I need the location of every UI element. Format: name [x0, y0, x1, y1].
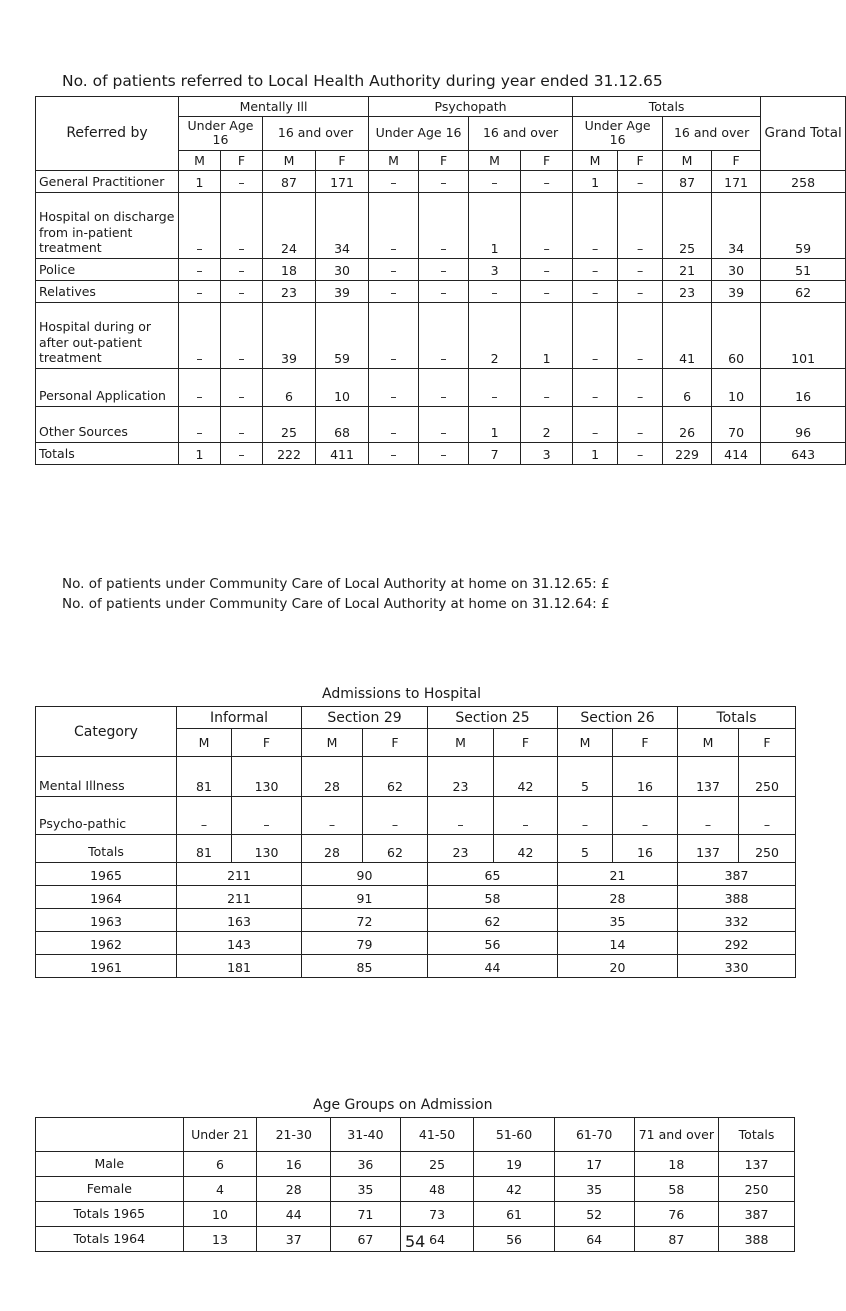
value-cell: 87	[634, 1227, 718, 1252]
age-groups-caption: Age Groups on Admission	[313, 1097, 493, 1113]
value-cell: –	[521, 368, 573, 406]
grand-total-cell: 96	[761, 406, 846, 442]
age-row-label: Female	[36, 1177, 184, 1202]
col-m: M	[177, 729, 232, 757]
age-group-header: 41-50	[400, 1118, 474, 1152]
year-value-cell: 79	[302, 932, 428, 955]
referrals-table	[35, 96, 846, 465]
value-cell: 81	[177, 757, 232, 797]
value-cell: –	[369, 442, 419, 464]
year-value-cell: 143	[177, 932, 302, 955]
value-cell: 68	[316, 406, 369, 442]
value-cell: –	[177, 797, 232, 835]
value-cell: 64	[554, 1227, 634, 1252]
grand-total-cell: 16	[761, 368, 846, 406]
grand-total-cell: 62	[761, 280, 846, 302]
year-value-cell: 58	[428, 886, 558, 909]
section26-header: Section 26	[558, 707, 678, 729]
year-value-cell: 332	[678, 909, 796, 932]
adm-totals-header: Totals	[678, 707, 796, 729]
admissions-caption: Admissions to Hospital	[322, 686, 482, 702]
year-row	[36, 886, 796, 909]
value-cell: 171	[712, 170, 761, 192]
value-cell: –	[221, 258, 263, 280]
value-cell: 28	[302, 835, 363, 863]
age-group-header: 21-30	[257, 1118, 331, 1152]
age-corner-header	[36, 1118, 184, 1152]
value-cell: –	[369, 406, 419, 442]
referrals-body	[36, 170, 846, 464]
value-cell: 39	[712, 280, 761, 302]
value-cell: –	[419, 192, 469, 258]
year-value-cell: 62	[428, 909, 558, 932]
year-value-cell: 21	[558, 863, 678, 886]
year-value-cell: 163	[177, 909, 302, 932]
year-value-cell: 330	[678, 955, 796, 978]
value-cell: 41	[663, 302, 712, 368]
value-cell: –	[369, 280, 419, 302]
year-value-cell: 388	[678, 886, 796, 909]
value-cell: 23	[428, 835, 494, 863]
value-cell: 1	[573, 170, 618, 192]
year-value-cell: 20	[558, 955, 678, 978]
value-cell: 52	[554, 1202, 634, 1227]
year-value-cell: 387	[678, 863, 796, 886]
mentally-ill-header: Mentally Ill	[179, 97, 369, 117]
year-row	[36, 955, 796, 978]
age-row	[36, 1202, 795, 1227]
value-cell: –	[521, 170, 573, 192]
value-cell: 1	[573, 442, 618, 464]
value-cell: 171	[316, 170, 369, 192]
col-f: F	[613, 729, 678, 757]
year-value-cell: 44	[428, 955, 558, 978]
value-cell: 67	[331, 1227, 401, 1252]
value-cell: –	[573, 368, 618, 406]
value-cell: –	[521, 258, 573, 280]
value-cell: 16	[613, 757, 678, 797]
value-cell: 42	[494, 835, 558, 863]
community-care-note-1964: No. of patients under Community Care of Local Authority at home on 31.12.64: £	[62, 596, 610, 612]
col-m: M	[663, 150, 712, 170]
value-cell: 28	[302, 757, 363, 797]
value-cell: 137	[678, 835, 739, 863]
value-cell: 10	[183, 1202, 257, 1227]
value-cell: 21	[663, 258, 712, 280]
value-cell: 7	[469, 442, 521, 464]
value-cell: –	[232, 797, 302, 835]
value-cell: 23	[263, 280, 316, 302]
grand-total-header: Grand Total	[761, 97, 846, 171]
value-cell: –	[469, 170, 521, 192]
referral-row	[36, 406, 846, 442]
value-cell: 60	[712, 302, 761, 368]
value-cell: 1	[521, 302, 573, 368]
value-cell: 62	[363, 757, 428, 797]
value-cell: –	[521, 280, 573, 302]
value-cell: 17	[554, 1152, 634, 1177]
value-cell: 5	[558, 835, 613, 863]
year-value-cell: 56	[428, 932, 558, 955]
value-cell: 34	[316, 192, 369, 258]
col-f: F	[419, 150, 469, 170]
col-f: F	[221, 150, 263, 170]
age-group-header: 31-40	[331, 1118, 401, 1152]
referral-source-label: Personal Application	[36, 368, 179, 406]
value-cell: 35	[554, 1177, 634, 1202]
value-cell: –	[302, 797, 363, 835]
col-m: M	[179, 150, 221, 170]
category-label: Totals	[36, 835, 177, 863]
value-cell: 5	[558, 757, 613, 797]
value-cell: –	[419, 302, 469, 368]
col-f: F	[494, 729, 558, 757]
age-group-header: Totals	[719, 1118, 795, 1152]
value-cell: 25	[663, 192, 712, 258]
value-cell: –	[179, 302, 221, 368]
value-cell: 1	[469, 406, 521, 442]
col-m: M	[678, 729, 739, 757]
value-cell: 222	[263, 442, 316, 464]
value-cell: 25	[400, 1152, 474, 1177]
mi-over16-header: 16 and over	[263, 117, 369, 151]
value-cell: 59	[316, 302, 369, 368]
value-cell: –	[179, 258, 221, 280]
referral-source-label: General Practitioner	[36, 170, 179, 192]
value-cell: 6	[663, 368, 712, 406]
age-header-row	[36, 1118, 795, 1152]
value-cell: –	[221, 280, 263, 302]
category-header: Category	[36, 707, 177, 757]
grand-total-cell: 258	[761, 170, 846, 192]
value-cell: 70	[712, 406, 761, 442]
value-cell: 81	[177, 835, 232, 863]
value-cell: –	[494, 797, 558, 835]
value-cell: 26	[663, 406, 712, 442]
value-cell: 61	[474, 1202, 554, 1227]
tot-over16-header: 16 and over	[663, 117, 761, 151]
value-cell: 37	[257, 1227, 331, 1252]
value-cell: 23	[428, 757, 494, 797]
value-cell: 414	[712, 442, 761, 464]
age-row-label: Totals 1965	[36, 1202, 184, 1227]
value-cell: 62	[363, 835, 428, 863]
value-cell: 16	[613, 835, 678, 863]
value-cell: –	[573, 280, 618, 302]
age-group-header: 61-70	[554, 1118, 634, 1152]
referral-source-label: Hospital on discharge from in-patient treatment	[36, 192, 179, 258]
page-number: 54	[405, 1232, 426, 1251]
referral-row	[36, 258, 846, 280]
tot-under16-header: Under Age 16	[573, 117, 663, 151]
value-cell: –	[573, 302, 618, 368]
value-cell: 2	[521, 406, 573, 442]
value-cell: –	[419, 406, 469, 442]
grand-total-cell: 51	[761, 258, 846, 280]
year-value-cell: 90	[302, 863, 428, 886]
value-cell: –	[419, 170, 469, 192]
value-cell: 34	[712, 192, 761, 258]
value-cell: –	[618, 170, 663, 192]
year-value-cell: 292	[678, 932, 796, 955]
col-m: M	[263, 150, 316, 170]
value-cell: 137	[719, 1152, 795, 1177]
value-cell: 250	[739, 757, 796, 797]
value-cell: 16	[257, 1152, 331, 1177]
referral-source-label: Other Sources	[36, 406, 179, 442]
col-m: M	[369, 150, 419, 170]
admission-row	[36, 757, 796, 797]
value-cell: –	[678, 797, 739, 835]
col-m: M	[469, 150, 521, 170]
value-cell: 2	[469, 302, 521, 368]
value-cell: –	[221, 442, 263, 464]
informal-header: Informal	[177, 707, 302, 729]
section25-header: Section 25	[428, 707, 558, 729]
value-cell: 1	[469, 192, 521, 258]
community-care-note-1965: No. of patients under Community Care of Local Authority at home on 31.12.65: £	[62, 576, 610, 592]
value-cell: –	[469, 368, 521, 406]
col-m: M	[302, 729, 363, 757]
value-cell: –	[419, 368, 469, 406]
value-cell: 25	[263, 406, 316, 442]
value-cell: –	[221, 368, 263, 406]
value-cell: 18	[634, 1152, 718, 1177]
value-cell: 44	[257, 1202, 331, 1227]
referral-row	[36, 170, 846, 192]
year-value-cell: 35	[558, 909, 678, 932]
value-cell: 387	[719, 1202, 795, 1227]
year-label: 1961	[36, 955, 177, 978]
referral-source-label: Police	[36, 258, 179, 280]
value-cell: –	[221, 192, 263, 258]
category-label: Psycho-pathic	[36, 797, 177, 835]
referral-row	[36, 280, 846, 302]
admissions-table	[35, 706, 796, 978]
value-cell: –	[469, 280, 521, 302]
year-row	[36, 863, 796, 886]
year-value-cell: 85	[302, 955, 428, 978]
value-cell: –	[558, 797, 613, 835]
value-cell: 13	[183, 1227, 257, 1252]
year-value-cell: 14	[558, 932, 678, 955]
value-cell: 73	[400, 1202, 474, 1227]
col-m: M	[558, 729, 613, 757]
year-row	[36, 909, 796, 932]
col-f: F	[232, 729, 302, 757]
value-cell: 3	[469, 258, 521, 280]
value-cell: –	[419, 258, 469, 280]
value-cell: 28	[257, 1177, 331, 1202]
value-cell: –	[369, 258, 419, 280]
value-cell: –	[369, 302, 419, 368]
age-row-label: Male	[36, 1152, 184, 1177]
psychopath-header: Psychopath	[369, 97, 573, 117]
value-cell: –	[369, 170, 419, 192]
value-cell: –	[419, 442, 469, 464]
value-cell: –	[618, 302, 663, 368]
col-f: F	[521, 150, 573, 170]
year-value-cell: 65	[428, 863, 558, 886]
value-cell: –	[521, 192, 573, 258]
value-cell: 30	[712, 258, 761, 280]
value-cell: 250	[739, 835, 796, 863]
value-cell: –	[221, 302, 263, 368]
value-cell: 18	[263, 258, 316, 280]
value-cell: 87	[663, 170, 712, 192]
ps-under16-header: Under Age 16	[369, 117, 469, 151]
year-label: 1962	[36, 932, 177, 955]
value-cell: 23	[663, 280, 712, 302]
adm-header-row-1	[36, 707, 796, 729]
value-cell: 36	[331, 1152, 401, 1177]
value-cell: 58	[634, 1177, 718, 1202]
year-value-cell: 28	[558, 886, 678, 909]
age-row	[36, 1152, 795, 1177]
age-row	[36, 1177, 795, 1202]
value-cell: 35	[331, 1177, 401, 1202]
value-cell: –	[618, 258, 663, 280]
value-cell: –	[363, 797, 428, 835]
value-cell: –	[618, 368, 663, 406]
value-cell: 250	[719, 1177, 795, 1202]
value-cell: –	[573, 406, 618, 442]
value-cell: –	[618, 442, 663, 464]
value-cell: 130	[232, 835, 302, 863]
value-cell: 1	[179, 442, 221, 464]
referral-row	[36, 192, 846, 258]
value-cell: 3	[521, 442, 573, 464]
value-cell: 388	[719, 1227, 795, 1252]
value-cell: –	[179, 368, 221, 406]
value-cell: 229	[663, 442, 712, 464]
referred-by-header: Referred by	[36, 97, 179, 171]
value-cell: 64	[400, 1227, 474, 1252]
value-cell: –	[419, 280, 469, 302]
referral-row	[36, 302, 846, 368]
value-cell: –	[221, 406, 263, 442]
value-cell: 30	[316, 258, 369, 280]
header-row-1	[36, 97, 846, 117]
value-cell: 10	[712, 368, 761, 406]
year-value-cell: 181	[177, 955, 302, 978]
year-label: 1965	[36, 863, 177, 886]
grand-total-cell: 101	[761, 302, 846, 368]
col-f: F	[363, 729, 428, 757]
referral-source-label: Relatives	[36, 280, 179, 302]
col-f: F	[618, 150, 663, 170]
value-cell: 130	[232, 757, 302, 797]
mi-under16-header: Under Age 16	[179, 117, 263, 151]
age-group-header: 51-60	[474, 1118, 554, 1152]
referral-row	[36, 442, 846, 464]
value-cell: –	[221, 170, 263, 192]
referral-source-label: Hospital during or after out-patient treatment	[36, 302, 179, 368]
value-cell: –	[428, 797, 494, 835]
col-f: F	[739, 729, 796, 757]
admissions-body	[36, 757, 796, 978]
value-cell: 137	[678, 757, 739, 797]
grand-total-cell: 643	[761, 442, 846, 464]
grand-total-cell: 59	[761, 192, 846, 258]
value-cell: 42	[474, 1177, 554, 1202]
totals-header: Totals	[573, 97, 761, 117]
value-cell: –	[179, 280, 221, 302]
referral-source-label: Totals	[36, 442, 179, 464]
ps-over16-header: 16 and over	[469, 117, 573, 151]
value-cell: 6	[263, 368, 316, 406]
col-m: M	[573, 150, 618, 170]
year-row	[36, 932, 796, 955]
value-cell: 71	[331, 1202, 401, 1227]
col-f: F	[316, 150, 369, 170]
value-cell: 1	[179, 170, 221, 192]
value-cell: –	[573, 258, 618, 280]
age-group-header: Under 21	[183, 1118, 257, 1152]
value-cell: 56	[474, 1227, 554, 1252]
admission-row	[36, 797, 796, 835]
year-label: 1964	[36, 886, 177, 909]
year-value-cell: 72	[302, 909, 428, 932]
value-cell: 24	[263, 192, 316, 258]
value-cell: –	[613, 797, 678, 835]
value-cell: –	[179, 192, 221, 258]
category-label: Mental Illness	[36, 757, 177, 797]
value-cell: –	[573, 192, 618, 258]
value-cell: –	[369, 192, 419, 258]
year-label: 1963	[36, 909, 177, 932]
year-value-cell: 211	[177, 886, 302, 909]
value-cell: 10	[316, 368, 369, 406]
value-cell: –	[369, 368, 419, 406]
col-m: M	[428, 729, 494, 757]
value-cell: 4	[183, 1177, 257, 1202]
value-cell: 87	[263, 170, 316, 192]
value-cell: 6	[183, 1152, 257, 1177]
value-cell: 411	[316, 442, 369, 464]
value-cell: 76	[634, 1202, 718, 1227]
value-cell: 48	[400, 1177, 474, 1202]
section29-header: Section 29	[302, 707, 428, 729]
age-group-header: 71 and over	[634, 1118, 718, 1152]
year-value-cell: 91	[302, 886, 428, 909]
referral-row	[36, 368, 846, 406]
value-cell: 39	[316, 280, 369, 302]
value-cell: –	[618, 192, 663, 258]
value-cell: –	[739, 797, 796, 835]
admission-row	[36, 835, 796, 863]
value-cell: –	[618, 280, 663, 302]
year-value-cell: 211	[177, 863, 302, 886]
value-cell: 42	[494, 757, 558, 797]
value-cell: 19	[474, 1152, 554, 1177]
value-cell: –	[618, 406, 663, 442]
value-cell: 39	[263, 302, 316, 368]
age-row-label: Totals 1964	[36, 1227, 184, 1252]
page-title: No. of patients referred to Local Health Authority during year ended 31.12.65	[62, 72, 663, 90]
col-f: F	[712, 150, 761, 170]
value-cell: –	[179, 406, 221, 442]
